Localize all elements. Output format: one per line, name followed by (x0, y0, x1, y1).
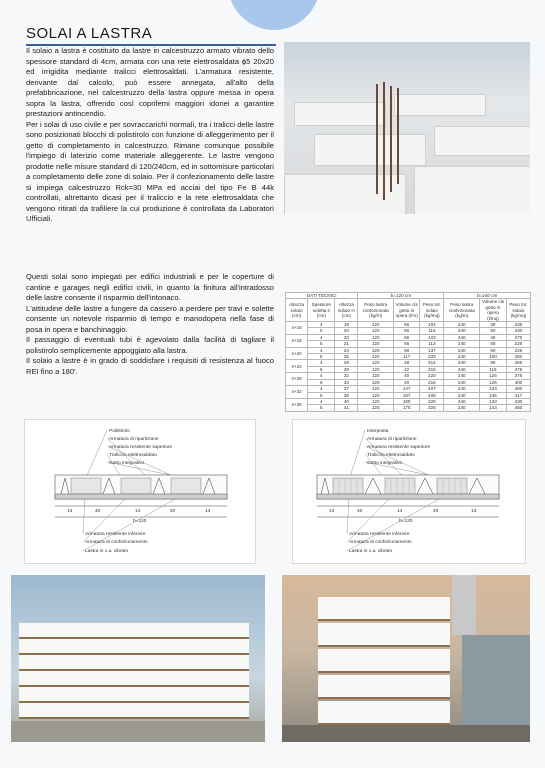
table-cell: 240 (444, 334, 480, 340)
table-row (286, 405, 531, 411)
table-header-b120: b=120 cm (358, 293, 444, 299)
table-cell: 56 (394, 334, 420, 340)
table-cell: 120 (358, 334, 394, 340)
table-cell: 58 (480, 341, 507, 347)
table-cell: 120 (358, 392, 394, 398)
table-row (286, 347, 531, 353)
table-group-label: 4+36 (286, 398, 308, 411)
table-cell: 5 (308, 392, 335, 398)
table-cell: 38 (335, 392, 358, 398)
paragraph-4: L'attitudine delle lastre a fungere da cassero a perdere per travi e solette consente un notevole risparmio di tempo e manodopera nella fase di posa in opera e banchinaggio. (26, 303, 274, 334)
table-cell: 40 (335, 398, 358, 404)
label-top-4: Traliccio elettrosaldato (367, 453, 415, 458)
table-cell: 240 (444, 379, 480, 385)
table-cell: 113 (420, 341, 444, 347)
table-cell: 218 (420, 379, 444, 385)
table-cell: 4 (308, 398, 335, 404)
table-cell: 5 (308, 379, 335, 385)
intro-text (26, 46, 274, 225)
table-cell: 32 (335, 373, 358, 379)
table-cell: 4 (308, 334, 335, 340)
table-cell: 400 (506, 386, 530, 392)
table-row (286, 398, 531, 404)
table-cell: 120 (358, 366, 394, 372)
table-column-header: Peso lastra confezionata (kg/m) (358, 299, 394, 322)
table-header-b240: b=240 cm (444, 293, 531, 299)
dim-3: 14 (397, 509, 403, 514)
table-cell: 48 (394, 360, 420, 366)
table-cell: 240 (444, 328, 480, 334)
table-cell: 20 (335, 334, 358, 340)
table-cell: 120 (358, 398, 394, 404)
table-group-label: 4+20 (286, 347, 308, 360)
table-cell: 117 (394, 354, 420, 360)
dim-4: 40 (170, 509, 176, 514)
table-cell: 20 (335, 328, 358, 334)
table-cell: 4 (308, 373, 335, 379)
dim-1: 13 (329, 509, 335, 514)
table-column-header: Peso tot. solaio (kg/mq) (506, 299, 530, 322)
table-cell: 24 (335, 347, 358, 353)
table-cell: 40 (394, 373, 420, 379)
table-column-header: Peso tot. solaio (kg/mq) (420, 299, 444, 322)
table-cell: 328 (420, 398, 444, 404)
technical-data-table (285, 292, 531, 411)
label-top-5: Getto integrativo (367, 461, 403, 466)
table-cell: 4 (308, 360, 335, 366)
width-label: b=120 (399, 519, 413, 524)
label-top-5: Getto integrativo (109, 461, 145, 466)
table-cell: 143 (480, 405, 507, 411)
table-cell: 4 (308, 386, 335, 392)
dim-2: 40 (95, 509, 101, 514)
label-top-1: Polistirolo (109, 429, 130, 434)
table-cell: 41 (335, 405, 358, 411)
table-cell: 5 (308, 328, 335, 334)
label-top-3: Armatura resistente superiore (367, 445, 431, 450)
table-cell: 265 (506, 360, 530, 366)
table-cell: 250 (506, 354, 530, 360)
table-row (286, 328, 531, 334)
label-top-1: Interposta (367, 429, 389, 434)
label-top-3: Armatura resistente superiore (109, 445, 173, 450)
table-cell: 240 (444, 347, 480, 353)
table-cell: 157 (394, 392, 420, 398)
table-cell: 314 (420, 360, 444, 366)
decorative-circle (228, 0, 320, 30)
dim-1: 13 (67, 509, 73, 514)
paragraph-6: Il solaio a lastre è in grado di soddisfare i requisiti di resistenza al fuoco REI fino a 180'. (26, 356, 274, 376)
table-cell: 56 (394, 347, 420, 353)
table-cell: 235 (506, 322, 530, 328)
table-group-label: 4+15 (286, 322, 308, 335)
table-column-header: Volume cls getto in opera (l/m) (394, 299, 420, 322)
diagram-right-svg (293, 420, 525, 563)
paragraph-1: Il solaio a lastra è costituito da lastre in calcestruzzo armato vibrato dello spessore standard di 4cm, armata con una rete elettrosaldata ϕ5 20x20 ed irrigidita mediante tralicci elettrosaldati. L'armatura resistente, derivante dal calcolo, può essere annegata, all'alto della prefabbricazione, nel calcestruzzo della lastra oppure messa in opera sopra la lastra, offrendo così coprifemi maggiori idonei a garantire prestazioni antincendio. (26, 46, 274, 118)
table-row (286, 373, 531, 379)
table-cell: 5 (308, 354, 335, 360)
table-cell: 116 (420, 328, 444, 334)
table-cell: 120 (358, 322, 394, 328)
table-cell: 240 (444, 398, 480, 404)
table-cell: 100 (480, 354, 507, 360)
table-row (286, 360, 531, 366)
table-cell: 126 (480, 379, 507, 385)
table-cell: 230 (506, 328, 530, 334)
width-label: b=120 (133, 519, 147, 524)
usage-text (26, 272, 274, 377)
table-cell: 19 (335, 322, 358, 328)
table-cell: 4 (308, 322, 335, 328)
table-cell: 37 (335, 386, 358, 392)
label-top-4: Traliccio elettrosaldato (109, 453, 157, 458)
dim-5: 13 (205, 509, 211, 514)
table-cell: 96 (480, 360, 507, 366)
table-cell: 240 (444, 360, 480, 366)
table-row (286, 366, 531, 372)
table-cell: 48 (480, 334, 507, 340)
table-cell: 375 (506, 373, 530, 379)
table-row (286, 392, 531, 398)
dim-5: 13 (471, 509, 477, 514)
table-column-header: Volume cls getto in opera (l/mq) (480, 299, 507, 322)
table-cell: 417 (506, 392, 530, 398)
table-cell: 56 (394, 341, 420, 347)
label-bottom-2: Armatura di confezionamento (349, 540, 412, 545)
table-row (286, 322, 531, 328)
label-top-2: Armatura di ripartizione (109, 437, 159, 442)
table-cell: 21 (335, 341, 358, 347)
table-row (286, 354, 531, 360)
table-cell: 240 (444, 322, 480, 328)
table-group-label: 4+28 (286, 373, 308, 386)
dim-4: 40 (433, 509, 439, 514)
cross-section-diagram-interposta (292, 419, 526, 564)
table-cell: 56 (394, 322, 420, 328)
diagram-left-svg (25, 420, 255, 563)
label-bottom-3: Lastra in c.a. vibrato (349, 549, 393, 554)
table-column-header: Altezza solaio H (cm) (335, 299, 358, 322)
label-bottom-2: Armatura di confezionamento (85, 540, 148, 545)
table-cell: 42 (394, 366, 420, 372)
table-cell: 137 (420, 347, 444, 353)
table-cell: 120 (358, 379, 394, 385)
photo-stacked-slabs-yard (11, 575, 265, 742)
table-cell: 225 (506, 341, 530, 347)
table-cell: 400 (506, 379, 530, 385)
paragraph-2: Per i solai di uso civile e per sovraccarichi normali, tra i tralicci delle lastre sono posizionati blocchi di polistirolo con funzione di alleggerimento per il getto di completamento in calcestruzzo. Rimane comunque possibile l'impiego di laterizio come materiale alleggerente. Le lastre vengono prodotte nelle misure standard di 120/240cm, ed in sottomisure particolari a completamento delle zone di solaio. Per il confezionamento delle lastre si impiega calcestruzzo Rck=30 MPa ed acciai del tipo Fe B 44k controllati, altrettanto dicasi per il traliccio e la rete elettrosaldata che vengono ritirati da trafiliere la cui produzione è controllata da Laboratori Ufficiali. (26, 119, 274, 223)
table-cell: 240 (444, 392, 480, 398)
table-cell: 5 (308, 366, 335, 372)
table-cell: 170 (394, 405, 420, 411)
table-cell: 4 (308, 347, 335, 353)
table-cell: 28 (335, 360, 358, 366)
table-cell: 120 (358, 373, 394, 379)
table-column-header: Peso lastra confezionata (kg/m) (444, 299, 480, 322)
table-cell: 104 (420, 322, 444, 328)
table-cell: 133 (480, 398, 507, 404)
table-cell: 430 (506, 398, 530, 404)
cross-section-diagram-polystyrene (24, 419, 256, 564)
page-title: SOLAI A LASTRA (26, 25, 153, 42)
table-cell: 407 (420, 386, 444, 392)
photo-polystyrene-blocks (282, 575, 530, 742)
table-cell: 160 (394, 398, 420, 404)
table-cell: 5 (308, 405, 335, 411)
table-cell: 326 (420, 405, 444, 411)
table-cell: 120 (358, 341, 394, 347)
table-row (286, 341, 531, 347)
table-cell: 25 (335, 354, 358, 360)
table-group-label: 4+16 (286, 334, 308, 347)
label-top-2: Armatura di ripartizione (367, 437, 417, 442)
table-row (286, 386, 531, 392)
table-cell: 50 (480, 328, 507, 334)
table-cell: 120 (358, 405, 394, 411)
table-group-label: 4+24 (286, 360, 308, 373)
table-cell: 33 (335, 379, 358, 385)
table-cell: 126 (480, 373, 507, 379)
table-cell: 116 (480, 366, 507, 372)
table-cell: 147 (394, 386, 420, 392)
table-cell: 220 (420, 373, 444, 379)
table-cell: 240 (444, 405, 480, 411)
table-cell: 120 (358, 386, 394, 392)
table-cell: 120 (358, 328, 394, 334)
table-cell: 333 (420, 354, 444, 360)
table-cell: 40 (394, 379, 420, 385)
table-row (286, 379, 531, 385)
table-header-main: DATI TECNICI (286, 293, 358, 299)
table-cell: 225 (506, 347, 530, 353)
paragraph-3: Questi solai sono impiegati per edifici industriali e per le coperture di cantine e garages negli edifici civili, in quanto la finitura all'intradosso delle lastre consente il risparmio dell'intonaco. (26, 272, 274, 302)
table-cell: 120 (358, 360, 394, 366)
site-photo-slabs (284, 42, 530, 214)
table-column-header: Spessore soletta s (cm) (308, 299, 335, 322)
dim-2: 40 (357, 509, 363, 514)
table-cell: 60 (480, 347, 507, 353)
table-cell: 240 (444, 366, 480, 372)
table-cell: 275 (506, 366, 530, 372)
dim-3: 14 (135, 509, 141, 514)
label-bottom-1: Armatura resistente inferiore (85, 532, 146, 537)
table-cell: 38 (480, 322, 507, 328)
table-cell: 240 (444, 373, 480, 379)
table-cell: 29 (335, 366, 358, 372)
table-cell: 120 (358, 347, 394, 353)
table-cell: 315 (420, 366, 444, 372)
table-cell: 56 (394, 328, 420, 334)
table-cell: 450 (506, 405, 530, 411)
table-cell: 133 (480, 386, 507, 392)
table-cell: 240 (444, 386, 480, 392)
paragraph-5: Il passaggio di eventuali tubi è agevolato dalla facilità di tagliare il polistirolo semplicemente appoggiato alla lastra. (26, 335, 274, 355)
label-bottom-3: Lastra in c.a. vibrato (85, 549, 129, 554)
table-cell: 408 (420, 392, 444, 398)
table-row (286, 334, 531, 340)
table-cell: 240 (444, 354, 480, 360)
table-cell: 136 (480, 392, 507, 398)
label-bottom-1: Armatura resistente inferiore (349, 532, 410, 537)
table-cell: 270 (506, 334, 530, 340)
table-cell: 120 (358, 354, 394, 360)
table-group-label: 4+32 (286, 386, 308, 399)
table-cell: 103 (420, 334, 444, 340)
table-column-header: Altezza solaio (cm) (286, 299, 308, 322)
table-cell: 5 (308, 341, 335, 347)
table-cell: 240 (444, 341, 480, 347)
